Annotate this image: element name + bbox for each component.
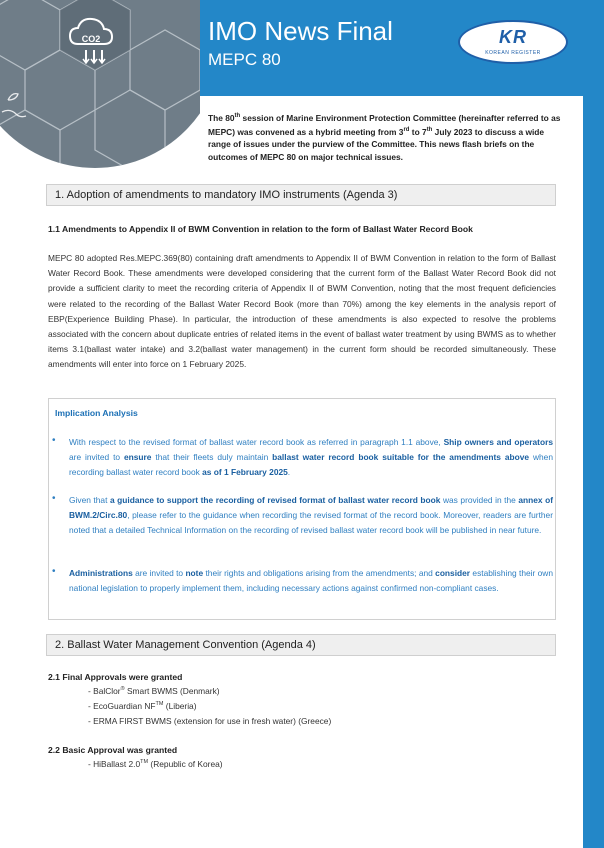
final-approval-item: - BalClor® Smart BWMS (Denmark) <box>88 686 220 696</box>
implication-bullet-2: Given that a guidance to support the recording of revised format of ballast water record book was provided in the annex of BWM.2/Circ.80, please refer to the guidance when recording the revised format of the record book. Moreover, readers are further noted that a detailed Technical Information on the recording of revised ballast water record book will be published in near future. <box>69 495 553 536</box>
section-1-1-heading: 1.1 Amendments to Appendix II of BWM Convention in relation to the form of Ballast Water Record Book <box>48 224 473 234</box>
kr-logo <box>458 20 568 64</box>
intro-paragraph: The 80th session of Marine Environment Protection Committee (hereinafter referred to as MEPC) was convened as a hybrid meeting from 3rd to 7th July 2023 to discuss a wide range of issues under the purview of the Committee. This news flash briefs on the outcomes of MEPC 80 on major technical issues. <box>208 112 561 162</box>
implication-title: Implication Analysis <box>55 408 138 418</box>
section-2-2-heading: 2.2 Basic Approval was granted <box>48 745 178 755</box>
kr-logo-mark: KR <box>499 27 527 47</box>
final-approval-item: - ERMA FIRST BWMS (extension for use in fresh water) (Greece) <box>88 716 332 726</box>
implication-bullet-1: With respect to the revised format of ballast water record book as referred in paragraph 1.1 above, Ship owners and operators are invited to ensure that their fleets duly maintain ballast water record book suitable for the amendments above when recording ballast water record book as of 1 February 2025. <box>69 437 553 478</box>
section-1-1-paragraph: MEPC 80 adopted Res.MEPC.369(80) containing draft amendments to Appendix II of BWM Convention in relation to the form of Ballast Water Record Book. These amendments were developed considering that the current form of the Ballast Water Record Book did not provide a sufficient clarity to meet the recording criteria of Appendix II of BWM Convention, noting that the most frequent deficiencies were related to the recording of the Ballast Water Record Book (more than 70%) among the key elements in the analysis report of EBP(Experience Building Phase). In particular, the introduction of these amendments is also expected to resolve the problems associated with the concern about duplicate entries of related items in the event of ballast water treatment by using BWMS as to whether items 3.1(ballast water intake) and 3.2(ballast water management) in the current form should be recorded simultaneously. These amendments will enter into force on 1 February 2025. <box>48 253 556 370</box>
implication-analysis-box <box>48 398 556 620</box>
page-title: IMO News Final <box>208 16 393 46</box>
section-1-heading: 1. Adoption of amendments to mandatory IMO instruments (Agenda 3) <box>46 184 556 206</box>
co2-label: CO2 <box>81 34 101 44</box>
final-approval-item: - EcoGuardian NF™ (Liberia) <box>88 701 197 711</box>
bullet-icon: • <box>52 493 56 504</box>
bullet-icon: • <box>52 435 56 446</box>
section-2-1-heading: 2.1 Final Approvals were granted <box>48 672 183 682</box>
implication-bullet-3: Administrations are invited to note their rights and obligations arising from the amendments; and consider establishing their own national legislation to properly implement them, including necessary actions against confirmed non-compliant cases. <box>69 568 554 594</box>
right-side-strip <box>583 96 604 848</box>
section-2-heading: 2. Ballast Water Management Convention (Agenda 4) <box>46 634 556 656</box>
bullet-icon: • <box>52 566 56 577</box>
kr-logo-text: KOREAN REGISTER <box>485 50 541 56</box>
hexagon-graphic <box>0 0 200 168</box>
basic-approval-item: - HiBallast 2.0™ (Republic of Korea) <box>88 759 223 769</box>
page-subtitle: MEPC 80 <box>208 50 281 69</box>
